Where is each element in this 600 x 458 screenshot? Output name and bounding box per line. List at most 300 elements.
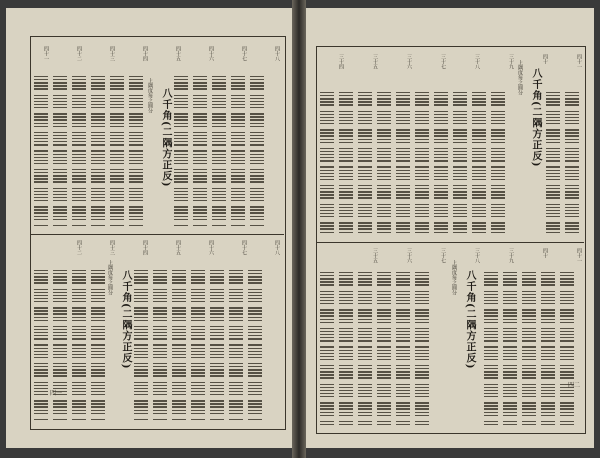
table-digit-run xyxy=(212,132,226,133)
table-digit-run xyxy=(91,348,105,349)
table-digit-run xyxy=(34,310,48,311)
table-digit-run xyxy=(210,348,224,349)
table-digit-run xyxy=(522,312,536,313)
table-digit-run xyxy=(453,188,467,189)
table-digit-run xyxy=(546,216,560,217)
table-digit-run xyxy=(53,107,67,108)
table-digit-run xyxy=(134,375,148,376)
table-digit-run xyxy=(503,353,517,354)
table-digit-run xyxy=(377,132,391,133)
table-digit-run xyxy=(110,154,124,155)
table-digit-run xyxy=(358,194,372,195)
table-digit-run xyxy=(248,369,262,370)
table-digit-run xyxy=(53,375,67,376)
table-digit-run xyxy=(434,188,448,189)
table-digit-run xyxy=(491,135,505,136)
table-digit-run xyxy=(172,400,186,401)
table-digit-run xyxy=(153,391,167,392)
table-digit-run xyxy=(453,232,467,233)
table-digit-run xyxy=(110,98,124,99)
table-digit-run xyxy=(191,357,205,358)
table-digit-run xyxy=(53,181,67,182)
table-digit-run xyxy=(522,359,536,360)
table-digit-run xyxy=(210,317,224,318)
table-digit-run xyxy=(231,191,245,192)
table-digit-run xyxy=(358,151,372,152)
table-digit-run xyxy=(210,400,224,401)
table-digit-run xyxy=(153,320,167,321)
table-digit-run xyxy=(484,297,498,298)
table-digit-run xyxy=(453,114,467,115)
table-digit-run xyxy=(72,348,86,349)
table-digit-run xyxy=(560,408,574,409)
table-digit-run xyxy=(320,328,334,329)
table-digit-run xyxy=(522,322,536,323)
table-digit-run xyxy=(248,317,262,318)
table-digit-run xyxy=(358,312,372,313)
table-digit-run xyxy=(503,309,517,310)
table-digit-run xyxy=(415,346,429,347)
table-digit-run xyxy=(358,331,372,332)
table-digit-run xyxy=(503,412,517,413)
table-digit-run xyxy=(396,232,410,233)
table-digit-run xyxy=(377,371,391,372)
table-digit-run xyxy=(34,369,48,370)
table-digit-run xyxy=(129,126,143,127)
table-digit-run xyxy=(472,207,486,208)
table-digit-run xyxy=(212,85,226,86)
table-digit-run xyxy=(453,154,467,155)
column-number: 四十 xyxy=(542,248,548,258)
table-digit-run xyxy=(358,197,372,198)
table-digit-run xyxy=(248,419,262,420)
table-digit-run xyxy=(248,413,262,414)
table-digit-run xyxy=(172,317,186,318)
column-number: 三十六 xyxy=(406,248,412,263)
column-number: 三十九 xyxy=(508,248,514,263)
table-digit-run xyxy=(91,357,105,358)
table-digit-run xyxy=(72,194,86,195)
table-digit-run xyxy=(129,216,143,217)
table-digit-run xyxy=(153,292,167,293)
table-digit-run xyxy=(172,313,186,314)
table-digit-run xyxy=(415,322,429,323)
table-digit-run xyxy=(72,413,86,414)
table-digit-run xyxy=(72,313,86,314)
table-digit-run xyxy=(53,116,67,117)
table-digit-run xyxy=(320,135,334,136)
table-digit-run xyxy=(72,394,86,395)
table-digit-run xyxy=(484,387,498,388)
table-digit-run xyxy=(396,315,410,316)
table-digit-run xyxy=(72,225,86,226)
table-digit-run xyxy=(377,123,391,124)
table-digit-run xyxy=(53,191,67,192)
table-digit-run xyxy=(231,138,245,139)
table-digit-run xyxy=(522,421,536,422)
table-digit-run xyxy=(91,320,105,321)
table-digit-run xyxy=(546,154,560,155)
table-digit-run xyxy=(91,191,105,192)
table-digit-run xyxy=(248,335,262,336)
table-digit-run xyxy=(560,309,574,310)
table-digit-run xyxy=(53,206,67,207)
table-digit-run xyxy=(91,332,105,333)
table-digit-run xyxy=(174,119,188,120)
table-digit-run xyxy=(377,322,391,323)
table-digit-run xyxy=(546,160,560,161)
table-digit-run xyxy=(34,178,48,179)
table-digit-run xyxy=(53,95,67,96)
table-digit-run xyxy=(172,289,186,290)
table-digit-run xyxy=(377,300,391,301)
table-digit-run xyxy=(560,377,574,378)
table-digit-run xyxy=(229,363,243,364)
table-digit-run xyxy=(522,319,536,320)
table-digit-run xyxy=(396,371,410,372)
table-digit-run xyxy=(53,372,67,373)
table-digit-run xyxy=(320,228,334,229)
table-digit-run xyxy=(491,154,505,155)
table-digit-run xyxy=(415,424,429,425)
table-digit-run xyxy=(339,272,353,273)
table-digit-run xyxy=(320,142,334,143)
table-digit-run xyxy=(396,319,410,320)
table-digit-run xyxy=(34,138,48,139)
table-digit-run xyxy=(377,114,391,115)
table-digit-run xyxy=(129,101,143,102)
table-digit-run xyxy=(210,357,224,358)
table-digit-run xyxy=(565,194,579,195)
table-digit-run xyxy=(250,135,264,136)
table-digit-run xyxy=(210,363,224,364)
column-number: 四十四 xyxy=(142,240,148,255)
table-digit-run xyxy=(153,382,167,383)
table-digit-run xyxy=(110,138,124,139)
table-digit-run xyxy=(320,371,334,372)
table-digit-run xyxy=(415,281,429,282)
left-top-grid xyxy=(34,76,150,228)
table-digit-run xyxy=(212,216,226,217)
table-digit-run xyxy=(541,334,555,335)
table-digit-run xyxy=(34,329,48,330)
table-digit-run xyxy=(153,410,167,411)
table-digit-run xyxy=(472,213,486,214)
table-digit-run xyxy=(320,300,334,301)
table-digit-run xyxy=(34,157,48,158)
table-digit-run xyxy=(212,206,226,207)
table-digit-run xyxy=(565,139,579,140)
table-digit-run xyxy=(91,85,105,86)
table-digit-run xyxy=(522,390,536,391)
table-digit-run xyxy=(231,163,245,164)
table-digit-run xyxy=(522,384,536,385)
table-digit-run xyxy=(172,348,186,349)
table-digit-run xyxy=(172,369,186,370)
table-digit-run xyxy=(541,402,555,403)
table-digit-run xyxy=(377,353,391,354)
table-digit-run xyxy=(231,82,245,83)
column-number: 四十六 xyxy=(208,46,214,61)
table-digit-run xyxy=(250,169,264,170)
table-digit-run xyxy=(472,160,486,161)
table-digit-run xyxy=(339,222,353,223)
table-digit-run xyxy=(546,135,560,136)
table-digit-run xyxy=(153,289,167,290)
table-digit-run xyxy=(193,194,207,195)
table-digit-run xyxy=(134,382,148,383)
table-digit-run xyxy=(472,148,486,149)
table-digit-run xyxy=(174,175,188,176)
table-digit-run xyxy=(110,163,124,164)
table-digit-run xyxy=(472,111,486,112)
table-digit-run xyxy=(358,294,372,295)
table-digit-run xyxy=(34,388,48,389)
table-digit-run xyxy=(396,374,410,375)
table-digit-run xyxy=(339,92,353,93)
table-digit-run xyxy=(91,366,105,367)
table-digit-run xyxy=(377,98,391,99)
table-digit-run xyxy=(72,116,86,117)
table-digit-run xyxy=(415,132,429,133)
table-digit-run xyxy=(193,191,207,192)
table-digit-run xyxy=(339,185,353,186)
table-digit-run xyxy=(415,340,429,341)
table-digit-run xyxy=(248,273,262,274)
table-digit-run xyxy=(503,402,517,403)
table-digit-run xyxy=(415,278,429,279)
table-digit-run xyxy=(546,148,560,149)
table-digit-run xyxy=(193,141,207,142)
table-digit-run xyxy=(484,303,498,304)
table-digit-run xyxy=(229,344,243,345)
table-digit-run xyxy=(522,278,536,279)
table-digit-run xyxy=(72,113,86,114)
column-number: 四十一 xyxy=(43,46,49,61)
table-digit-run xyxy=(91,329,105,330)
table-digit-run xyxy=(491,213,505,214)
table-digit-run xyxy=(172,276,186,277)
table-digit-run xyxy=(415,284,429,285)
table-digit-run xyxy=(434,154,448,155)
table-digit-run xyxy=(358,98,372,99)
table-digit-run xyxy=(522,368,536,369)
table-digit-run xyxy=(174,138,188,139)
table-digit-run xyxy=(231,181,245,182)
table-digit-run xyxy=(34,188,48,189)
table-digit-run xyxy=(396,207,410,208)
table-digit-run xyxy=(396,213,410,214)
table-digit-run xyxy=(134,400,148,401)
table-digit-run xyxy=(72,160,86,161)
table-digit-run xyxy=(91,282,105,283)
table-digit-run xyxy=(396,111,410,112)
table-digit-run xyxy=(248,351,262,352)
table-digit-run xyxy=(193,172,207,173)
table-digit-run xyxy=(34,219,48,220)
table-digit-run xyxy=(72,206,86,207)
table-digit-run xyxy=(172,344,186,345)
table-digit-run xyxy=(174,169,188,170)
table-digit-run xyxy=(503,384,517,385)
table-digit-run xyxy=(91,154,105,155)
table-digit-run xyxy=(34,160,48,161)
table-digit-run xyxy=(248,332,262,333)
table-digit-run xyxy=(248,329,262,330)
table-digit-run xyxy=(53,154,67,155)
table-digit-run xyxy=(231,144,245,145)
table-digit-run xyxy=(377,275,391,276)
table-digit-run xyxy=(541,309,555,310)
table-digit-run xyxy=(491,142,505,143)
table-digit-run xyxy=(53,298,67,299)
table-digit-run xyxy=(193,76,207,77)
table-digit-run xyxy=(503,300,517,301)
table-digit-run xyxy=(560,322,574,323)
table-digit-run xyxy=(396,204,410,205)
table-digit-run xyxy=(91,388,105,389)
table-digit-run xyxy=(415,421,429,422)
table-digit-run xyxy=(339,374,353,375)
table-digit-run xyxy=(250,104,264,105)
table-digit-run xyxy=(210,332,224,333)
table-digit-run xyxy=(174,188,188,189)
table-digit-run xyxy=(250,216,264,217)
table-digit-run xyxy=(339,365,353,366)
table-digit-run xyxy=(53,292,67,293)
table-digit-run xyxy=(396,188,410,189)
table-digit-run xyxy=(396,331,410,332)
table-digit-run xyxy=(53,413,67,414)
table-digit-run xyxy=(53,163,67,164)
table-digit-run xyxy=(174,104,188,105)
table-digit-run xyxy=(358,104,372,105)
table-digit-run xyxy=(434,135,448,136)
table-digit-run xyxy=(191,320,205,321)
table-digit-run xyxy=(560,346,574,347)
table-digit-run xyxy=(129,188,143,189)
table-digit-run xyxy=(91,113,105,114)
table-digit-run xyxy=(396,228,410,229)
table-digit-run xyxy=(72,119,86,120)
table-digit-run xyxy=(377,148,391,149)
table-digit-run xyxy=(565,173,579,174)
table-digit-run xyxy=(250,76,264,77)
table-digit-run xyxy=(339,191,353,192)
table-digit-run xyxy=(484,322,498,323)
table-digit-run xyxy=(377,278,391,279)
table-digit-run xyxy=(320,365,334,366)
table-digit-run xyxy=(153,317,167,318)
table-digit-run xyxy=(522,309,536,310)
table-digit-run xyxy=(396,294,410,295)
table-digit-run xyxy=(358,179,372,180)
table-digit-run xyxy=(231,132,245,133)
table-digit-run xyxy=(229,382,243,383)
table-digit-run xyxy=(434,120,448,121)
table-digit-run xyxy=(415,120,429,121)
table-digit-run xyxy=(377,281,391,282)
table-digit-run xyxy=(250,98,264,99)
table-digit-run xyxy=(484,415,498,416)
table-digit-run xyxy=(358,123,372,124)
table-digit-run xyxy=(53,289,67,290)
table-digit-run xyxy=(541,356,555,357)
table-digit-run xyxy=(153,419,167,420)
table-digit-run xyxy=(212,126,226,127)
table-digit-run xyxy=(484,300,498,301)
table-digit-run xyxy=(491,92,505,93)
table-digit-run xyxy=(229,276,243,277)
table-digit-run xyxy=(339,319,353,320)
table-digit-run xyxy=(153,329,167,330)
table-digit-run xyxy=(377,139,391,140)
table-digit-run xyxy=(193,107,207,108)
table-digit-run xyxy=(358,377,372,378)
table-digit-run xyxy=(193,169,207,170)
table-digit-run xyxy=(358,396,372,397)
table-digit-run xyxy=(231,216,245,217)
table-digit-run xyxy=(174,95,188,96)
table-digit-run xyxy=(129,85,143,86)
table-digit-run xyxy=(191,276,205,277)
table-digit-run xyxy=(472,129,486,130)
table-digit-run xyxy=(434,191,448,192)
table-digit-run xyxy=(560,337,574,338)
table-digit-run xyxy=(212,141,226,142)
table-digit-run xyxy=(174,194,188,195)
table-digit-run xyxy=(91,326,105,327)
table-digit-run xyxy=(53,419,67,420)
table-digit-run xyxy=(560,340,574,341)
table-digit-run xyxy=(565,232,579,233)
table-digit-run xyxy=(72,157,86,158)
table-digit-run xyxy=(522,315,536,316)
left-top-subtitle: 上隅度毎之圓分 xyxy=(147,78,153,113)
table-digit-run xyxy=(91,206,105,207)
table-digit-run xyxy=(491,197,505,198)
table-digit-run xyxy=(231,135,245,136)
table-digit-run xyxy=(153,270,167,271)
table-digit-run xyxy=(472,210,486,211)
table-digit-run xyxy=(484,346,498,347)
table-digit-run xyxy=(339,135,353,136)
table-digit-run xyxy=(522,300,536,301)
table-digit-run xyxy=(172,273,186,274)
table-digit-run xyxy=(53,135,67,136)
table-digit-run xyxy=(212,194,226,195)
table-digit-run xyxy=(396,384,410,385)
table-digit-run xyxy=(53,200,67,201)
table-digit-run xyxy=(491,120,505,121)
table-digit-run xyxy=(491,114,505,115)
table-digit-run xyxy=(250,194,264,195)
table-digit-run xyxy=(377,393,391,394)
table-digit-run xyxy=(472,114,486,115)
table-digit-run xyxy=(229,273,243,274)
table-digit-run xyxy=(546,185,560,186)
table-digit-run xyxy=(72,310,86,311)
table-digit-run xyxy=(320,393,334,394)
table-digit-run xyxy=(174,163,188,164)
table-digit-run xyxy=(320,222,334,223)
table-digit-run xyxy=(191,382,205,383)
table-digit-run xyxy=(560,278,574,279)
table-digit-run xyxy=(72,419,86,420)
table-digit-run xyxy=(396,365,410,366)
table-digit-run xyxy=(191,332,205,333)
table-digit-run xyxy=(396,160,410,161)
